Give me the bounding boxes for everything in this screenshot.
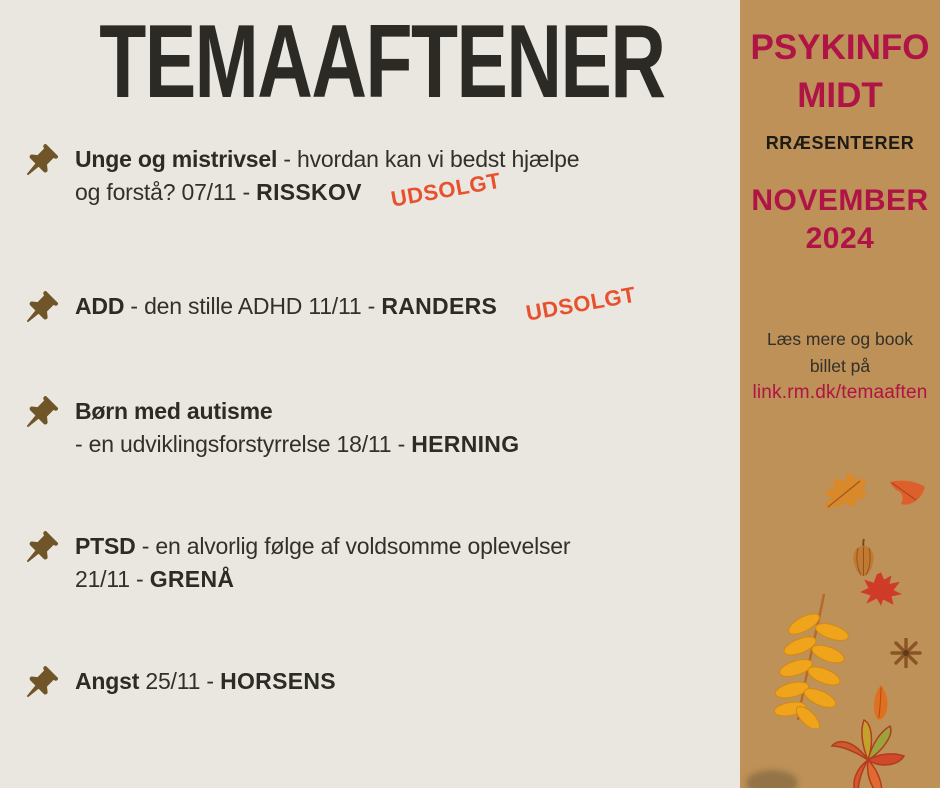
event-title: Børn med autisme bbox=[75, 398, 273, 424]
pushpin-icon bbox=[25, 141, 61, 177]
booking-info-line1: Læs mere og book bbox=[767, 329, 913, 349]
event-line bbox=[75, 428, 519, 461]
brand-line2: MIDT bbox=[797, 75, 883, 115]
pushpin-icon bbox=[25, 528, 61, 564]
soldout-badge: UDSOLGT bbox=[388, 167, 503, 212]
pushpin-icon bbox=[25, 393, 61, 429]
page-title-wrap bbox=[0, 4, 740, 120]
soldout-badge: UDSOLGT bbox=[524, 281, 638, 326]
event-line bbox=[75, 563, 570, 596]
booking-link[interactable]: link.rm.dk/temaaften bbox=[752, 382, 928, 403]
event-line bbox=[75, 665, 336, 698]
presents-label: RRÆSENTERER bbox=[765, 133, 915, 153]
pushpin-icon bbox=[25, 288, 61, 324]
event-title: Angst bbox=[75, 668, 140, 694]
event-line bbox=[75, 395, 519, 428]
booking-info-line2: billet på bbox=[809, 356, 871, 377]
event-desc: - den stille ADHD 11/11 - bbox=[124, 293, 382, 319]
star-anise-icon bbox=[890, 638, 922, 668]
pushpin-icon bbox=[25, 663, 61, 699]
event-text bbox=[75, 665, 336, 698]
event-location: HORSENS bbox=[220, 668, 336, 694]
month-line2: 2024 bbox=[805, 222, 875, 256]
event-desc: og forstå? 07/11 - bbox=[75, 179, 257, 205]
event-item-unge-og-mistrivsel bbox=[25, 143, 725, 212]
chestnut-shadow-icon bbox=[746, 770, 798, 788]
month-label bbox=[740, 182, 940, 259]
brand-title bbox=[740, 24, 940, 119]
event-title: ADD bbox=[75, 293, 125, 319]
event-line bbox=[75, 143, 579, 176]
red-leaf-icon bbox=[888, 478, 928, 512]
page-title: TEMAAFTENER bbox=[99, 4, 665, 120]
event-location: RISSKOV bbox=[256, 179, 362, 205]
event-title: PTSD bbox=[75, 533, 136, 559]
oak-leaf-icon bbox=[822, 468, 870, 514]
event-desc: - en udviklingsforstyrrelse 18/11 - bbox=[75, 431, 412, 457]
rowan-leaf-icon bbox=[762, 592, 862, 728]
event-line bbox=[75, 530, 570, 563]
event-line bbox=[75, 167, 579, 212]
event-desc: - en alvorlig følge af voldsomme oplevelser bbox=[135, 533, 571, 559]
event-location: RANDERS bbox=[381, 293, 498, 319]
event-text bbox=[75, 281, 638, 326]
sidebar bbox=[740, 0, 940, 788]
event-desc: 21/11 - bbox=[75, 566, 150, 592]
event-location: GRENÅ bbox=[149, 566, 235, 592]
event-desc: - hvordan kan vi bedst hjælpe bbox=[277, 146, 580, 172]
booking-info bbox=[740, 326, 940, 380]
month-line1: NOVEMBER bbox=[751, 184, 929, 217]
event-text bbox=[75, 395, 519, 461]
event-location: HERNING bbox=[411, 431, 520, 457]
creeper-leaf-icon bbox=[828, 716, 910, 788]
event-desc: 25/11 - bbox=[139, 668, 221, 694]
event-item-ptsd bbox=[25, 530, 725, 596]
event-text bbox=[75, 143, 580, 212]
event-item-add bbox=[25, 281, 725, 326]
maple-leaf-icon bbox=[858, 570, 904, 606]
event-text bbox=[75, 530, 570, 596]
event-item-angst bbox=[25, 665, 725, 699]
brand-line1: PSYKINFO bbox=[750, 28, 930, 67]
event-item-boern-med-autisme bbox=[25, 395, 725, 461]
event-line bbox=[75, 281, 638, 326]
event-title: Unge og mistrivsel bbox=[75, 146, 278, 172]
